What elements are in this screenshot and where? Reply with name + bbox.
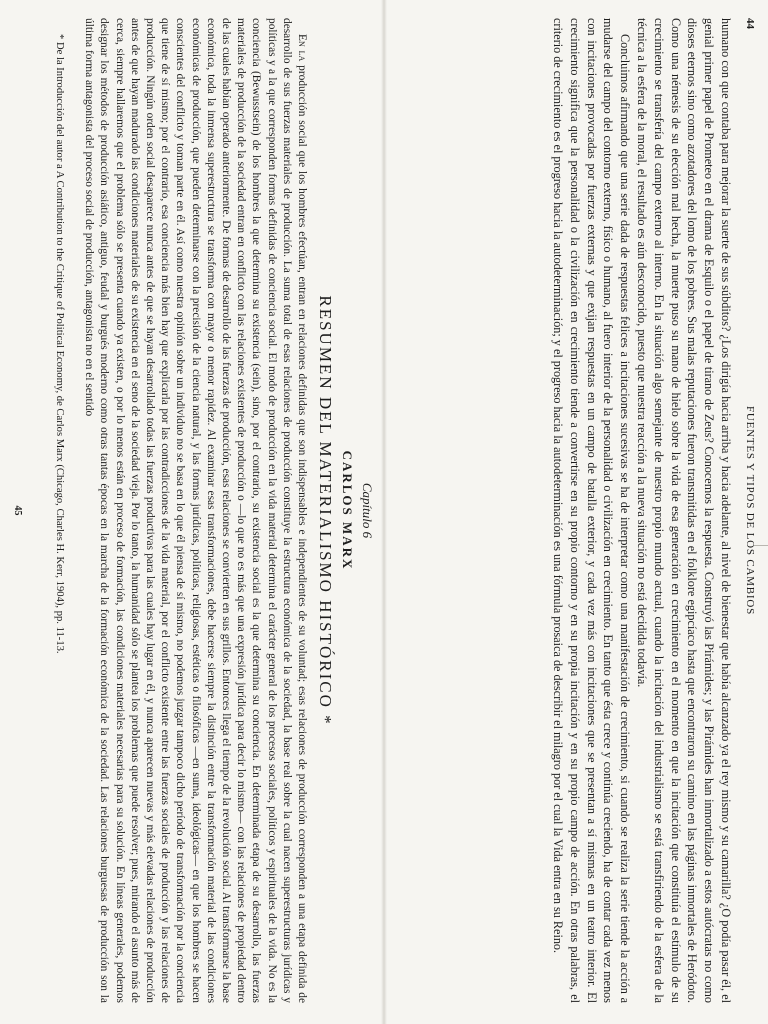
chapter-author: CARLOS MARX [340, 450, 355, 571]
paragraph: humano con que contaba para mejorar la suerte de sus súbditos? ¿Los dirigía hacia arriba y hacia adelante, al nivel de bienestar que había alcanzado ya el rey mismo y su camarilla? ¿O podía pasar él, el genial primer papel de Prometeo en el drama de Esquilo o el papel de tirano de Zeus? Conocemos la respuesta. Construyó las Pirámides; y las Pirámides han inmortalizado a estos autócratas no como dioses eternos sino como azotadores del lomo de los pobres. Sus malas reputaciones fueron transmitidas en el folklore egipcíaco hasta que encontraron su camino en las páginas inmortales de Heródoto. Como una némesis de su elección mal hecha, la muerte puso su mano de hielo sobre la vida de esa generación en crecimiento en el momento en que la incitación que constituía el estímulo de su crecimiento se transfería del campo externo al interno. En la situación algo semejante de nuestro propio mundo actual, cuando la incitación del industrialismo se está transfiriendo de la esfera de la técnica a la esfera de la moral, el resultado es aún desconocido, puesto que nuestra reacción a la nueva situación no está decidida todavía. [635, 18, 733, 1003]
page-number: 44 [744, 18, 756, 29]
book-gutter [381, 0, 387, 1024]
left-page [387, 18, 768, 1003]
paragraph: Concluimos afirmando que una serie dada de respuestas felices a incitaciones sucesivas se ha de interpretar como una manifestación de crecimiento, si cuando se realiza la serie tiende la acción a mudarse del campo del contorno externo, físico o humano, al fuero interior de la personalidad o civilización en crecimiento. En tanto que ésta crece y continúa creciendo, ha de contar cada vez menos con incitaciones provocadas por fuerzas externas y que exijan respuestas en un campo de batalla exterior, y cada vez más con incitaciones que se presentan a sí mismas en un teatro interior. El crecimiento significa que la personalidad o la civilización en crecimiento tiende a convertirse en su propio contorno y en su propia incitación y en su propio campo de acción. En otras palabras, el criterio de crecimiento es el progreso hacia la autodeterminación; y el progreso hacia la autodeterminación es una fórmula prosaica de describir el milagro por el cual la Vida entra en su Reino. [551, 18, 633, 1003]
page-number: 45 [12, 505, 23, 516]
body-text [81, 18, 309, 1003]
paragraph [81, 18, 309, 1003]
body-text [549, 18, 734, 1003]
footnote: * De la Introducción del autor a A Contribution to the Critique of Political Economy, de Carlos Marx (Chicago, Charles H. Kerr, 1904), pp. 11-13. [54, 34, 65, 654]
right-page [0, 18, 381, 1003]
opening-words: En la [296, 34, 308, 62]
running-title: FUENTES Y TIPOS DE LOS CAMBIOS [744, 405, 756, 616]
paragraph-text: producción social que los hombres efectúan, entran en relaciones definidas que son indispensables e independientes de su voluntad; esas relaciones de producción corresponden a una etapa definida de desarrollo de sus fuerzas materiales de producción. La suma total de esas relaciones de producción constituye la estructura económica de la sociedad, la base real sobre la cual nacen superestructuras jurídicas y políticas y a la que corresponden formas definidas de conciencia social. El modo de producción en la vida material determina el carácter general de los procesos sociales, políticos y espirituales de la vida. No es la conciencia (Bewusstsein) de los hombres la que determina su existencia (sein), sino, por el contrario, su existencia social es la que determina su conciencia. En determinada etapa de su desarrollo, las fuerzas materiales de producción de la sociedad entran en conflicto con las relaciones existentes de producción o —lo que no es más que una expresión jurídica para decir lo mismo— con las relaciones de propiedad dentro de las cuales habían operado anteriormente. De formas de desarrollo de las fuerzas de producción, esas relaciones se convierten en sus grillos. Entonces llega el tiempo de la revolución social. Al transformarse la base económica, toda la inmensa superestructura se transforma con mayor o menor rapidez. Al examinar esas transformaciones, debe hacerse siempre la distinción entre la transformación material de las condiciones económicas de producción, que pueden determinarse con la precisión de la ciencia natural, y las formas jurídicas, políticas, religiosas, estéticas o filosóficas —en suma, ideológicas— en que los hombres se hacen conscientes del conflicto y toman parte en él. Así como nuestra opinión sobre un individuo no se basa en lo que él piensa de sí mismo, no podemos juzgar tampoco dicho período de transformación por la conciencia que tiene de sí mismo; por el contrario, esa conciencia más bien hay que explicarla por las contradicciones de la vida material, por el conflicto existente entre las fuerzas sociales de producción y las relaciones de producción. Ningún orden social desaparece nunca antes de que se hayan desarrollado todas las fuerzas productivas para las cuales hay lugar en él, y nunca aparecen nuevas y más elevadas relaciones de producción antes de que hayan madurado las condiciones materiales de su existencia en el seno de la sociedad vieja. Por lo tanto, la humanidad sólo se plantea los problemas que puede resolver; pues, mirando el asunto más de cerca, siempre hallaremos que el problema sólo se presenta cuando ya existen, o por lo menos están en proceso de formación, las condiciones materiales necesarias para su solución. En líneas generales, podemos designar los métodos de producción asiático, antiguo, feudal y burgués moderno como otras tantas épocas en la marcha de la formación económica de la sociedad. Las relaciones burguesas de producción son la última forma antagonista del proceso social de producción, antagonista no en el sentido [83, 18, 308, 1003]
running-head [740, 18, 756, 1003]
chapter-title: RESUMEN DEL MATERIALISMO HISTÓRICO * [316, 295, 335, 726]
chapter-label: Capítulo 6 [360, 482, 375, 539]
